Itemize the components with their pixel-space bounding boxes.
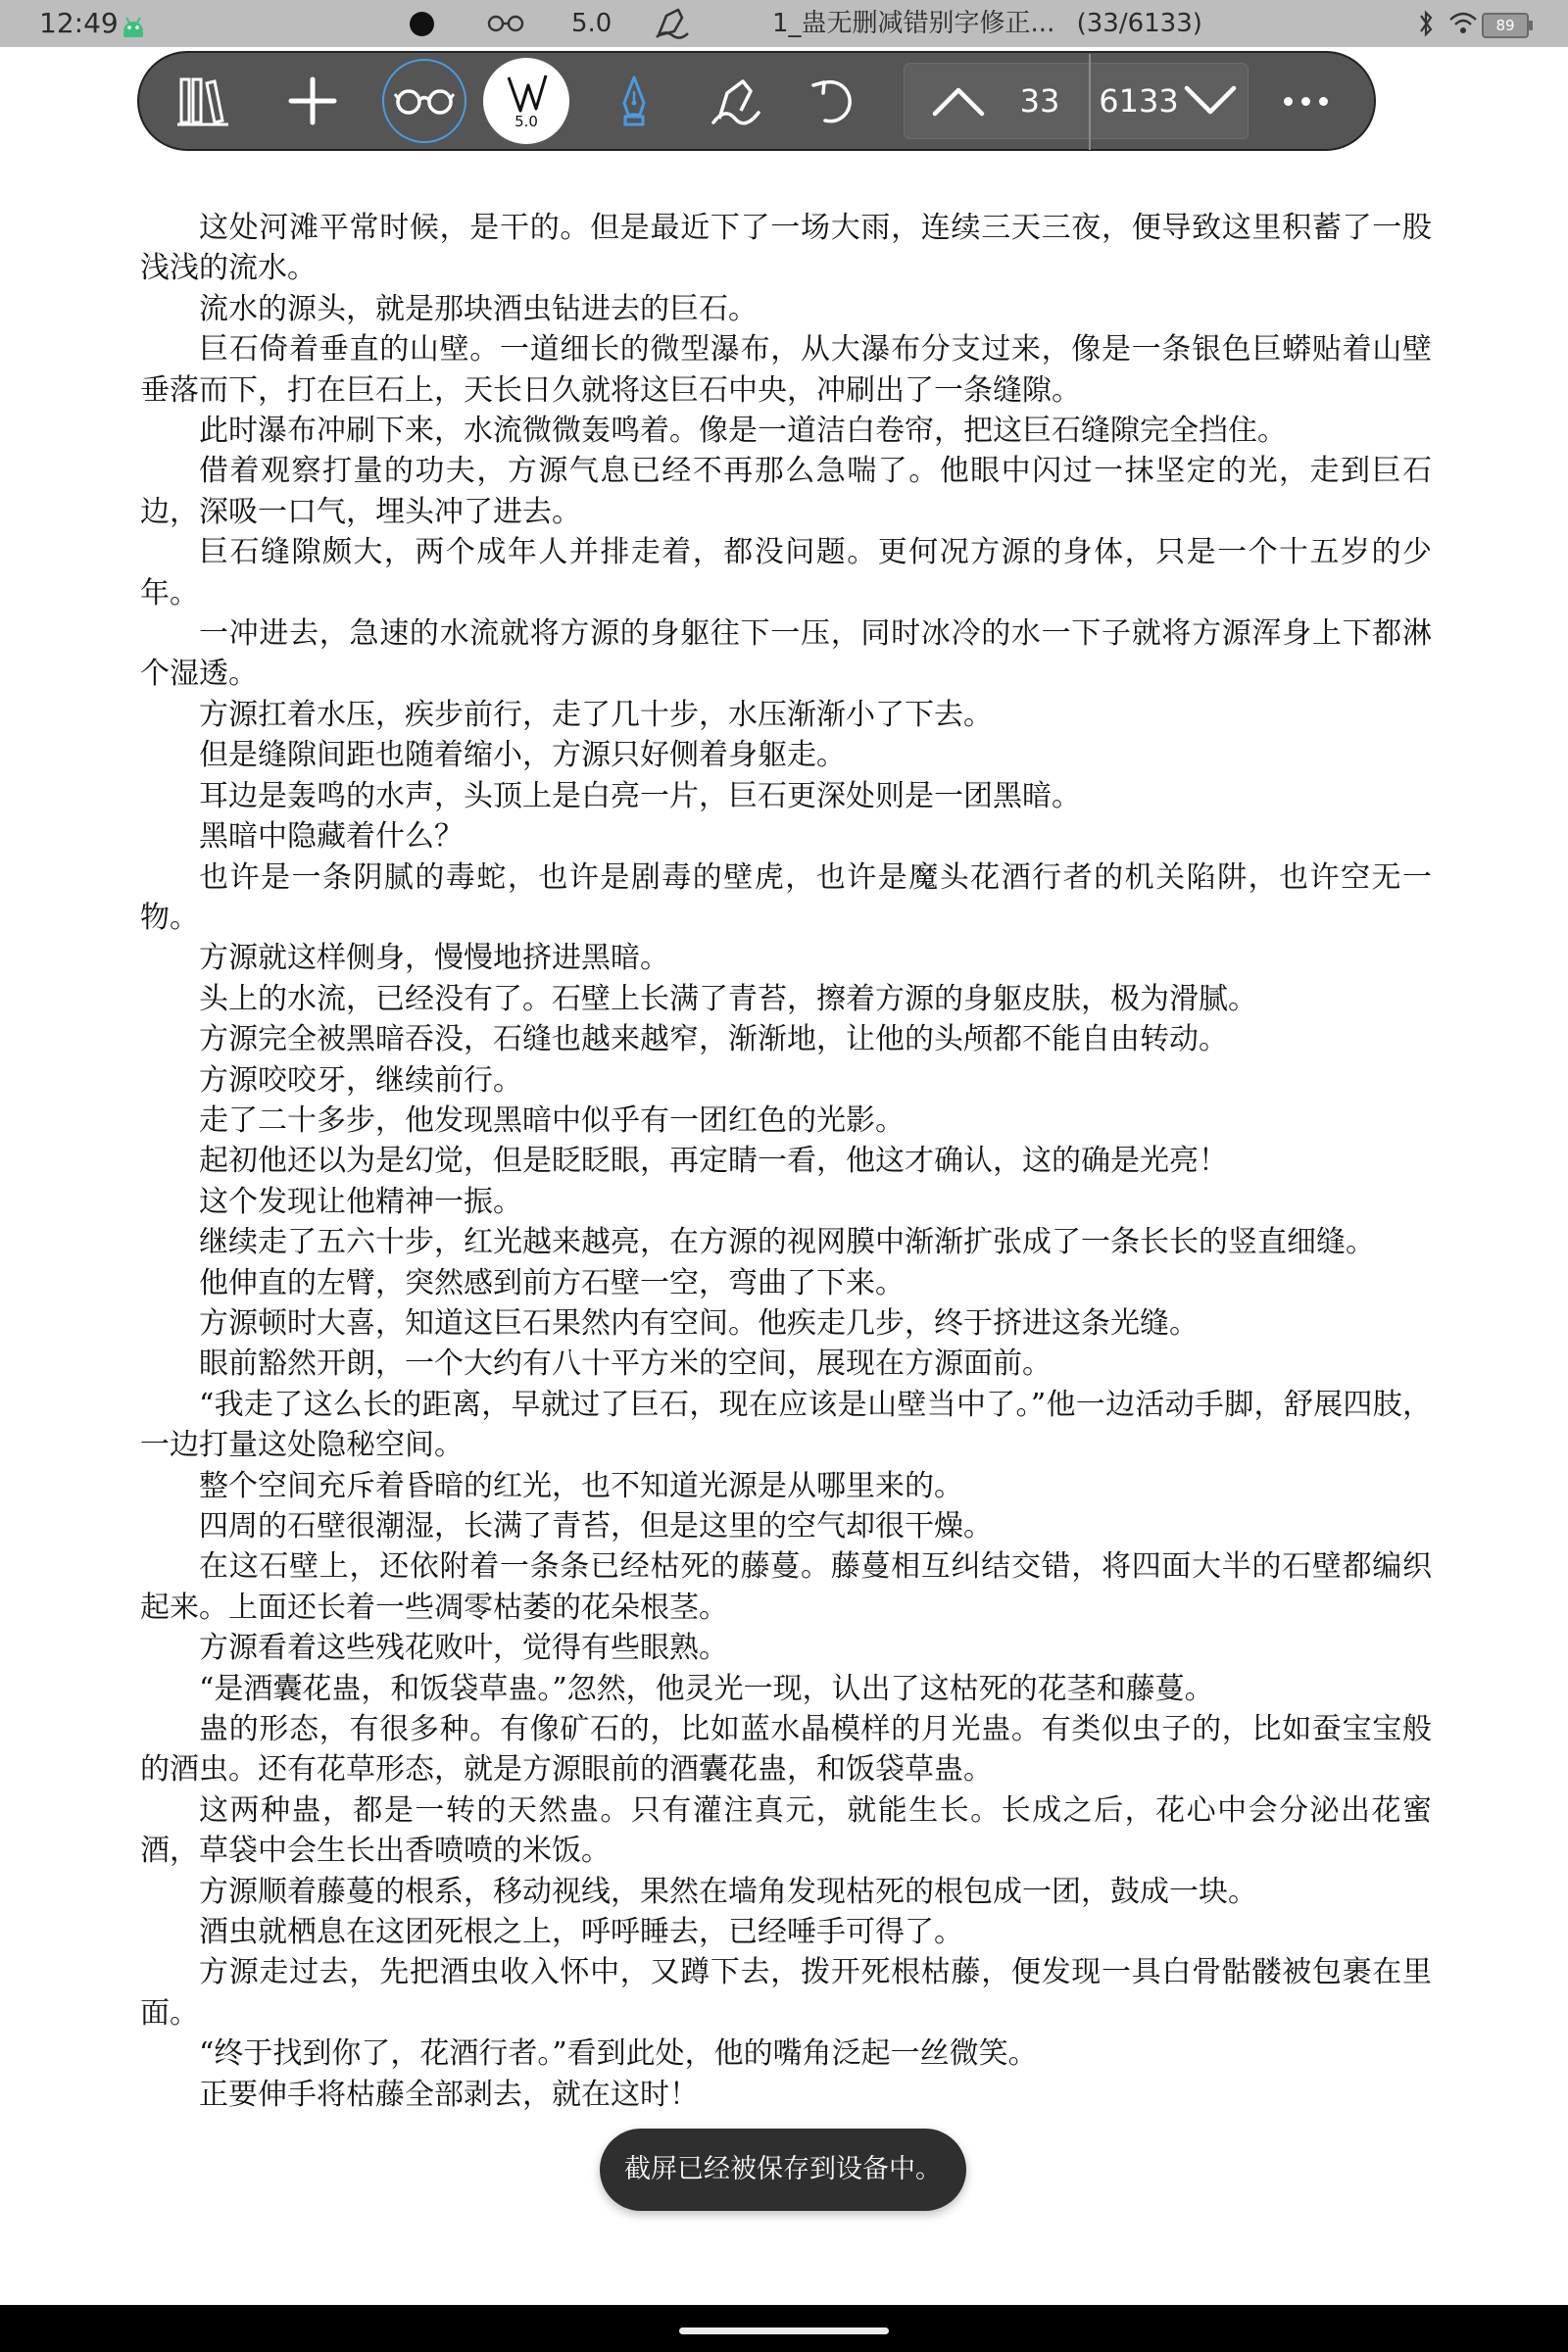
pen-size-status: 5.0 [571,9,612,38]
fountain-pen-icon [614,72,654,130]
total-page-count: 6133 [1099,82,1179,120]
undo-button[interactable] [798,53,866,149]
home-gesture-handle[interactable] [679,2328,889,2334]
page-divider [1089,54,1091,150]
paragraph: 也许是一条阴腻的毒蛇，也许是剧毒的壁虎，也许是魔头花酒行者的机关陷阱，也许空无一物。 [140,859,1432,935]
library-icon [175,74,230,128]
pen-settings-button[interactable] [482,53,570,149]
paragraph: 整个空间充斥着昏暗的红光，也不知道光源是从哪里来的。 [199,1468,963,1503]
plus-icon [287,75,338,126]
status-bar [0,0,1568,47]
bluetooth-icon [1417,0,1437,47]
paragraph: 酒虫就栖息在这团死根之上，呼呼睡去，已经唾手可得了。 [199,1915,963,1950]
paragraph: 起初他还以为是幻觉，但是眨眨眼，再定睛一看，他这才确认，这的确是光亮！ [199,1144,1228,1179]
paragraph: 走了二十多步，他发现黑暗中似乎有一团红色的光影。 [199,1102,905,1138]
paragraph: 眼前豁然开朗，一个大约有八十平方米的空间，展现在方源面前。 [199,1347,1052,1382]
paragraph: 黑暗中隐藏着什么？ [199,819,464,855]
chevron-down-icon [1183,84,1238,118]
paragraph: 蛊的形态，有很多种。有像矿石的，比如蓝水晶模样的月光蛊。有类似虫子的，比如蚕宝宝般的酒虫。还有花草形态，就是方源眼前的酒囊花蛊，和饭袋草蛊。 [140,1712,1432,1788]
paragraph: 此时瀑布冲刷下来，水流微微轰鸣着。像是一道洁白卷帘，把这巨石缝隙完全挡住。 [199,414,1287,449]
paragraph: 头上的水流，已经没有了。石壁上长满了青苔，擦着方源的身躯皮肤，极为滑腻。 [199,981,1257,1016]
paragraph: “终于找到你了，花酒行者。”看到此处，他的嘴角泛起一丝微笑。 [199,2036,1038,2072]
page-navigator [904,63,1249,139]
next-page-button[interactable] [1174,64,1247,138]
paragraph: 方源完全被黑暗吞没，石缝也越来越窄，渐渐地，让他的头颅都不能自由转动。 [199,1022,1228,1057]
paragraph: 方源就这样侧身，慢慢地挤进黑暗。 [199,941,669,976]
paragraph: 耳边是轰鸣的水声，头顶上是白亮一片，巨石更深处则是一团黑暗。 [199,778,1081,813]
paragraph: 他伸直的左臂，突然感到前方石壁一空，弯曲了下来。 [199,1265,905,1300]
paragraph: 方源顺着藤蔓的根系，移动视线，果然在墙角发现枯死的根包成一团，鼓成一块。 [199,1874,1257,1909]
more-dots-icon [1284,97,1328,106]
paragraph: 这两种蛊，都是一转的天然蛊。只有灌注真元，就能生长。长成之后，花心中会分泌出花蜜酒，草袋中会生长出香喷喷的米饭。 [140,1792,1432,1869]
record-indicator-icon [410,12,434,36]
paragraph: 正要伸手将枯藤全部剥去，就在这时！ [199,2077,699,2112]
paragraph: “我走了这么长的距离，早就过了巨石，现在应该是山壁当中了。”他一边活动手脚，舒展四肢，一边打量这处隐秘空间。 [140,1387,1432,1463]
battery-indicator: 89 [1482,13,1529,38]
paragraph: “是酒囊花蛊，和饭袋草蛊。”忽然，他灵光一现，认出了这枯死的花茎和藤蔓。 [199,1671,1214,1706]
paragraph: 一冲进去，急速的水流就将方源的身躯往下一压，同时冰冷的水一下子就将方源浑身上下都淋个湿透。 [140,616,1432,692]
status-document-title: 1_蛊无删减错别字修正... (33/6133) [772,9,1202,38]
paragraph: 方源顿时大喜，知道这巨石果然内有空间。他疾走几步，终于挤进这条光缝。 [199,1305,1199,1341]
pen-badge [483,58,569,144]
signature-icon [708,74,766,128]
document-page [140,208,1432,2115]
paragraph: 巨石倚着垂直的山壁。一道细长的微型瀑布，从大瀑布分支过来，像是一条银色巨蟒贴着山壁垂落而下，打在巨石上，天长日久就将这巨石中央，冲刷出了一条缝隙。 [140,332,1432,408]
reading-mode-ring [382,59,466,143]
wifi-icon [1448,0,1478,47]
add-button[interactable] [278,53,347,149]
paragraph: 方源扛着水压，疾步前行，走了几十步，水压渐渐小了下去。 [199,697,993,732]
paragraph: 借着观察打量的功夫，方源气息已经不再那么急喘了。他眼中闪过一抹坚定的光，走到巨石边，深吸一口气，埋头冲了进去。 [140,454,1432,529]
reading-mode-button[interactable] [381,53,467,149]
paragraph: 这处河滩平常时候，是干的。但是最近下了一场大雨，连续三天三夜，便导致这里积蓄了一股浅浅的流水。 [140,211,1432,286]
screenshot-saved-toast: 截屏已经被保存到设备中。 [600,2129,966,2211]
undo-icon [808,74,857,128]
paragraph: 这个发现让他精神一振。 [199,1184,522,1219]
paragraph: 四周的石壁很潮湿，长满了青苔，但是这里的空气却很干燥。 [199,1509,993,1544]
glasses-icon [394,86,455,116]
paragraph: 流水的源头，就是那块酒虫钻进去的巨石。 [199,291,758,326]
reading-mode-status-icon [485,0,526,47]
signature-button[interactable] [698,53,776,149]
clock: 12:49 [39,7,119,39]
paragraph: 巨石缝隙颇大，两个成年人并排走着，都没问题。更何况方源的身体，只是一个十五岁的少年。 [140,535,1432,611]
paragraph: 继续走了五六十步，红光越来越亮，在方源的视网膜中渐渐扩张成了一条长长的竖直细缝。 [199,1225,1375,1260]
paragraph: 方源走过去，先把酒虫收入怀中，又蹲下去，拨开死根枯藤，便发现一具白骨骷髅被包裹在里面。 [140,1955,1432,2031]
library-button[interactable] [169,53,237,149]
brush-status-icon [653,6,692,53]
more-options-button[interactable] [1266,53,1345,149]
paragraph: 但是缝隙间距也随着缩小，方源只好侧着身躯走。 [199,738,846,773]
pen-size-label: 5.0 [514,113,538,130]
paragraph: 在这石壁上，还依附着一条条已经枯死的藤蔓。藤蔓相互纠结交错，将四面大半的石壁都编织起来。上面还长着一些凋零枯萎的花朵根茎。 [140,1549,1432,1625]
paragraph: 方源看着这些残花败叶，觉得有些眼熟。 [199,1631,728,1666]
previous-page-button[interactable] [905,64,1012,138]
reader-toolbar [137,51,1376,151]
chevron-up-icon [931,84,986,118]
current-page-number[interactable]: 33 [1019,82,1060,120]
paragraph: 方源咬咬牙，继续前行。 [199,1062,522,1098]
navigation-bar [0,2305,1568,2352]
fountain-pen-button[interactable] [600,53,668,149]
android-icon [120,10,147,37]
